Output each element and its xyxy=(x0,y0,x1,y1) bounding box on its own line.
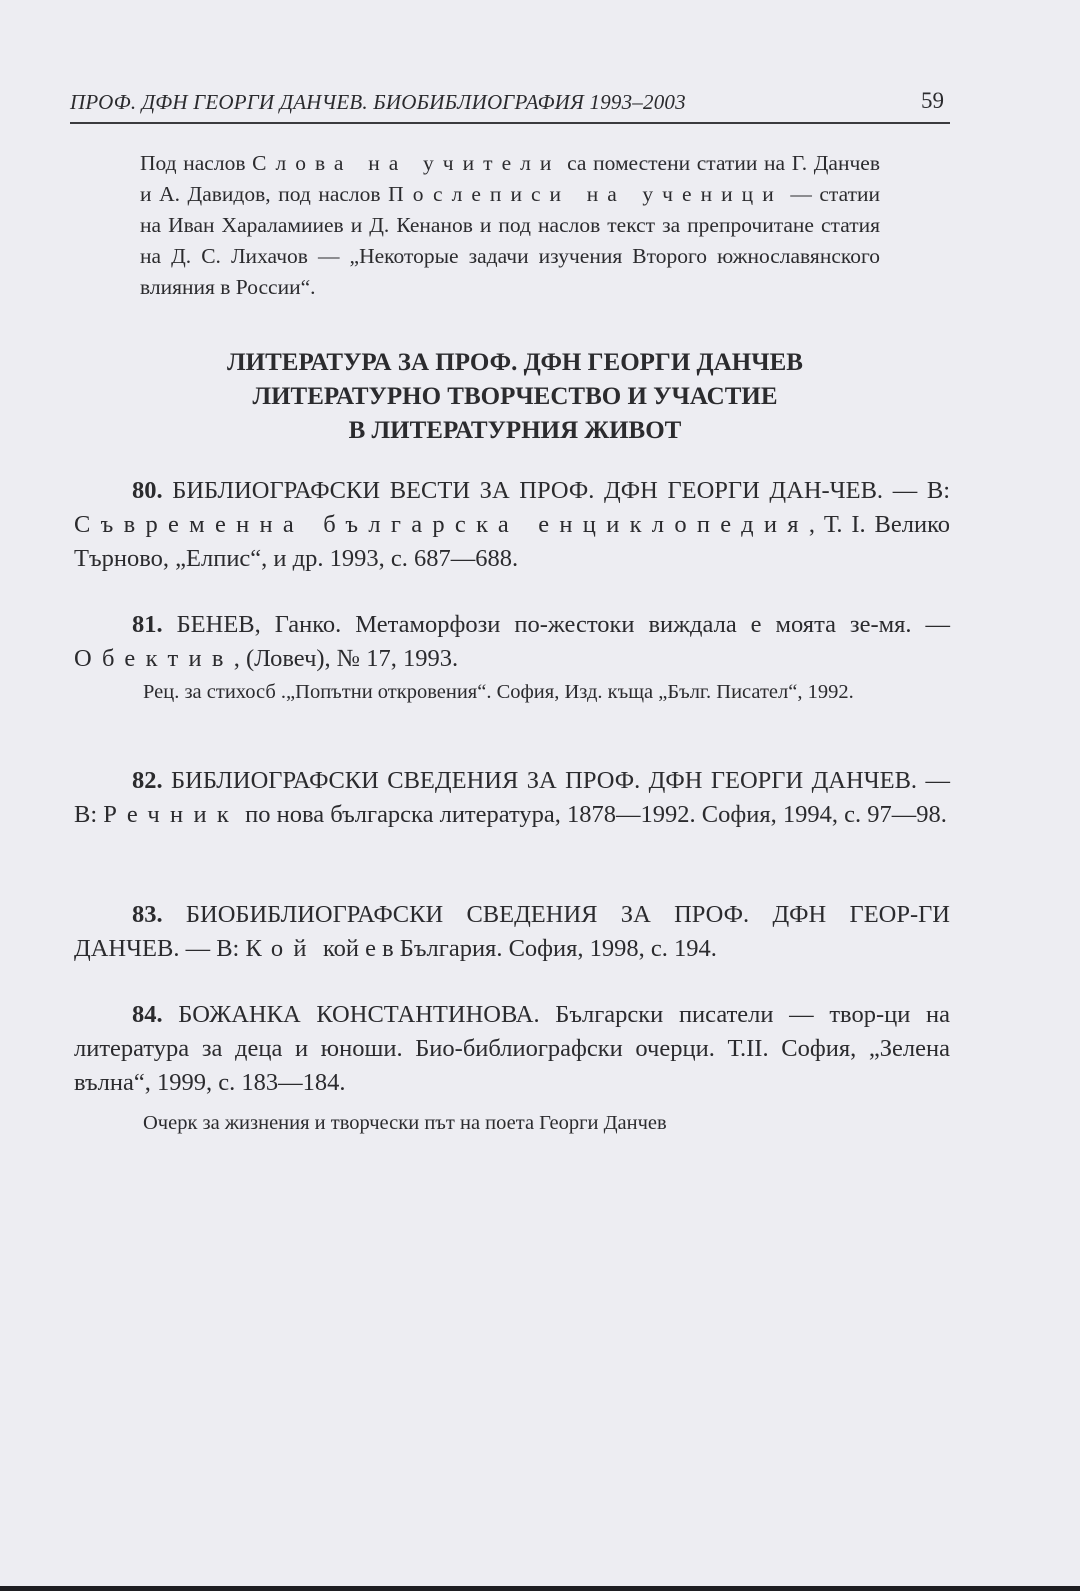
entry-text-tail: кой е в България. София, 1998, с. 194. xyxy=(316,935,717,962)
entry-spaced-title: Кой xyxy=(245,935,317,962)
intro-paragraph xyxy=(140,148,880,303)
bibliography-entry-82 xyxy=(74,764,950,832)
entry-84-note: Очерк за жизнения и творчески път на поета Георги Данчев xyxy=(143,1112,667,1134)
entry-text-tail: , Т. I. Велико Търново, „Елпис“, и др. 1993, с. 687—688. xyxy=(74,511,950,572)
intro-text-3: — статии на Иван Хараламииев и Д. Кенанов и под наслов текст за препрочитане статия на Д. С. Лихачов — „Некоторые задачи изучения Второго южнославянского влияния в России“. xyxy=(140,182,880,299)
bibliography-entry-83 xyxy=(74,898,950,966)
entry-text: БИБЛИОГРАФСКИ ВЕСТИ ЗА ПРОФ. ДФН ГЕОРГИ ДАН-ЧЕВ. — В: xyxy=(162,477,950,504)
intro-text-2: са поместени статии на Г. Данчев и А. Давидов, под наслов xyxy=(140,151,880,206)
bibliography-entry-84 xyxy=(74,998,950,1100)
scan-edge-line xyxy=(0,1586,1080,1591)
entry-number: 82. xyxy=(132,767,163,794)
intro-spaced-title-1: Слова на учители xyxy=(252,151,561,175)
entry-number: 84. xyxy=(132,1001,163,1028)
section-heading-line-3: В ЛИТЕРАТУРНИЯ ЖИВОТ xyxy=(348,417,682,444)
section-heading-line-1: ЛИТЕРАТУРА ЗА ПРОФ. ДФН ГЕОРГИ ДАНЧЕВ xyxy=(227,349,803,376)
page-number: 59 xyxy=(921,88,944,113)
entry-text-tail: по нова българска литература, 1878—1992. София, 1994, с. 97—98. xyxy=(239,801,947,828)
entry-text: БОЖАНКА КОНСТАНТИНОВА. Български писатели — твор-ци на литература за деца и юноши. Био-библиографски очерци. Т.II. София, „Зелена вълна“, 1999, с. 183—184. xyxy=(74,1001,950,1096)
running-title: ПРОФ. ДФН ГЕОРГИ ДАНЧЕВ. БИОБИБЛИОГРАФИЯ 1993–2003 xyxy=(70,90,686,114)
entry-text-tail: , (Ловеч), № 17, 1993. xyxy=(233,645,459,672)
bibliography-entry-80 xyxy=(74,474,950,576)
bibliography-entry-81 xyxy=(74,608,950,676)
entry-spaced-title: Обектив xyxy=(74,645,234,672)
section-heading-line-2: ЛИТЕРАТУРНО ТВОРЧЕСТВО И УЧАСТИЕ xyxy=(252,383,778,410)
entry-text: БИБЛИОГРАФСКИ СВЕДЕНИЯ ЗА ПРОФ. ДФН ГЕОРГИ ДАНЧЕВ. — В: xyxy=(74,767,950,828)
entry-text: БИОБИБЛИОГРАФСКИ СВЕДЕНИЯ ЗА ПРОФ. ДФН ГЕОР-ГИ ДАНЧЕВ. — В: xyxy=(74,901,950,962)
intro-text-1: Под наслов xyxy=(140,151,253,175)
entry-number: 80. xyxy=(132,477,163,504)
entry-text: БЕНЕВ, Ганко. Метаморфози по-жестоки виждала е моята зе-мя. — xyxy=(162,611,950,638)
entry-spaced-title: Речник xyxy=(103,801,240,828)
entry-spaced-title: Съвременна българска енциклопедия xyxy=(74,511,809,538)
entry-number: 81. xyxy=(132,611,163,638)
running-header xyxy=(70,86,950,124)
intro-spaced-title-2: Послеписи на ученици xyxy=(388,182,783,206)
section-heading xyxy=(100,346,930,448)
entry-81-note: Рец. за стихосб .„Попътни откровения“. София, Изд. къща „Бълг. Писател“, 1992. xyxy=(143,681,854,703)
entry-number: 83. xyxy=(132,901,163,928)
